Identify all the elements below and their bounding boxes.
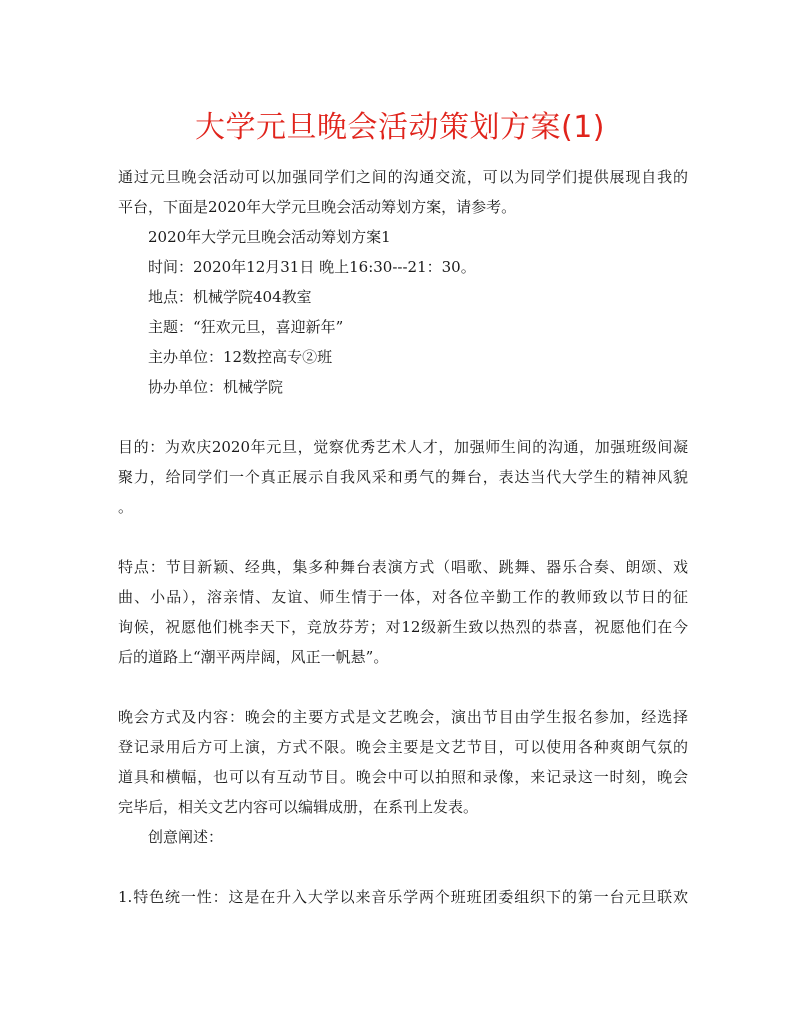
features-line-2: 曲、小品），溶亲情、友谊、师生情于一体，对各位辛勤工作的教师致以节日的征 (118, 588, 688, 606)
purpose-line-3: 。 (118, 498, 134, 516)
info-organizer: 主办单位：12数控高专②班 (148, 348, 333, 366)
paragraph-gap (118, 852, 688, 882)
format-line-4: 完毕后，相关文艺内容可以编辑成册，在系刊上发表。 (118, 798, 479, 816)
point-1-line: 1.特色统一性：这是在升入大学以来音乐学两个班班团委组织下的第一台元旦联欢 (118, 888, 688, 906)
features-line-1: 特点：节目新颖、经典，集多种舞台表演方式（唱歌、跳舞、器乐合奏、朗颂、戏 (118, 558, 688, 576)
format-line-2: 登记录用后方可上演，方式不限。晚会主要是文艺节目，可以使用各种爽朗气氛的 (118, 738, 688, 756)
document-title: 大学元旦晚会活动策划方案(1) (195, 110, 605, 145)
features-line-4: 后的道路上“潮平两岸阔，风正一帆悬”。 (118, 648, 389, 666)
purpose-line-1: 目的：为欢庆2020年元旦，觉察优秀艺术人才，加强师生间的沟通，加强班级间凝 (118, 438, 688, 456)
info-time: 时间：2020年12月31日 晚上16:30---21：30。 (148, 258, 476, 276)
format-line-3: 道具和横幅，也可以有互动节目。晚会中可以拍照和录像，来记录这一时刻，晚会 (118, 768, 688, 786)
info-theme: 主题：“狂欢元旦，喜迎新年” (148, 318, 344, 336)
format-line-1: 晚会方式及内容：晚会的主要方式是文艺晚会，演出节目由学生报名参加，经选择 (118, 708, 688, 726)
purpose-line-2: 聚力，给同学们一个真正展示自我风采和勇气的舞台，表达当代大学生的精神风貌 (118, 468, 688, 486)
paragraph-gap (118, 402, 688, 432)
creative-heading: 创意阐述： (148, 828, 224, 846)
info-location: 地点：机械学院404教室 (148, 288, 312, 306)
features-line-3: 询候，祝愿他们桃李天下，竞放芬芳；对12级新生致以热烈的恭喜，祝愿他们在今 (118, 618, 688, 636)
info-co-organizer: 协办单位：机械学院 (148, 378, 284, 396)
document-body (118, 162, 688, 912)
intro-line-1: 通过元旦晚会活动可以加强同学们之间的沟通交流，可以为同学们提供展现自我的 (118, 168, 688, 186)
plan-heading: 2020年大学元旦晚会活动筹划方案1 (148, 228, 391, 246)
intro-line-2: 平台，下面是2020年大学元旦晚会活动筹划方案，请参考。 (118, 198, 517, 216)
paragraph-gap (118, 522, 688, 552)
paragraph-gap (118, 672, 688, 702)
